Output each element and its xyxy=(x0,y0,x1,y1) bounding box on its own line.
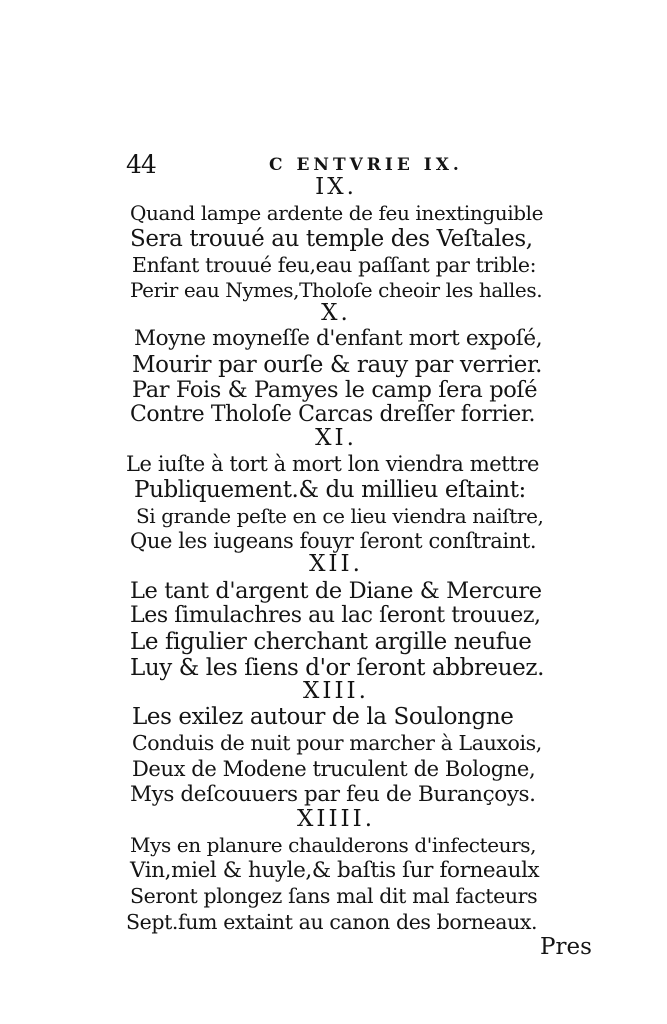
running-head: C ENTVRIE IX. xyxy=(269,155,463,175)
verse-line: Seront plongez ſans mal dit mal facteurs xyxy=(130,884,538,908)
verse-line: Enfant trouué feu,eau paſſant par trible: xyxy=(132,253,537,277)
verse-line: Contre Tholoſe Carcas dreſſer forrier. xyxy=(130,402,536,427)
verse-line: Conduis de nuit pour marcher à Lauxois, xyxy=(132,731,542,755)
verse-line: Si grande peſte en ce lieu viendra naiſtre, xyxy=(136,504,544,528)
quatrain-number: X. xyxy=(321,300,351,326)
verse-line: Le iuſte à tort à mort lon viendra mettre xyxy=(126,452,539,476)
verse-line: Vin,miel & huyle,& baſtis ſur forneaulx xyxy=(130,858,540,883)
quatrain-number: XI. xyxy=(315,425,357,451)
verse-line: Sept.fum extaint au canon des borneaux. xyxy=(126,910,538,934)
verse-line: Les exilez autour de la Soulongne xyxy=(132,704,514,730)
verse-line: Mourir par ourſe & rauy par verrier. xyxy=(132,352,542,378)
verse-line: Quand lampe ardente de feu inextinguible xyxy=(130,201,544,225)
verse-line: Le tant d'argent de Diane & Mercure xyxy=(130,578,542,604)
verse-line: Le figulier cherchant argille neufue xyxy=(130,629,532,655)
quatrain-number: XIIII. xyxy=(296,806,376,832)
verse-line: Perir eau Nymes,Tholoſe cheoir les halles. xyxy=(130,278,543,302)
verse-line: Moyne moyneſſe d'enfant mort expoſé, xyxy=(134,326,543,351)
verse-line: Mys deſcouuers par feu de Burançoys. xyxy=(130,782,536,807)
verse-line: Deux de Modene truculent de Bologne, xyxy=(132,757,536,781)
verse-line: Luy & les ſiens d'or ſeront abbreuez. xyxy=(130,655,545,681)
quatrain-number: IX. xyxy=(315,174,357,200)
catchword: Pres xyxy=(540,934,592,960)
verse-line: Les ſimulachres au lac ſeront trouuez, xyxy=(130,603,541,628)
verse-line: Que les iugeans fouyr ſeront conſtraint. xyxy=(130,529,537,553)
quatrain-number: XIII. xyxy=(303,678,369,704)
verse-line: Sera trouué au temple des Veſtales, xyxy=(130,226,533,252)
verse-line: Mys en planure chaulderons d'infecteurs, xyxy=(130,833,537,857)
verse-line: Par Fois & Pamyes le camp ſera poſé xyxy=(132,377,538,403)
verse-line: Publiquement.& du millieu eſtaint: xyxy=(134,477,526,503)
page-number: 44 xyxy=(126,150,156,179)
quatrain-number: XII. xyxy=(309,551,363,577)
